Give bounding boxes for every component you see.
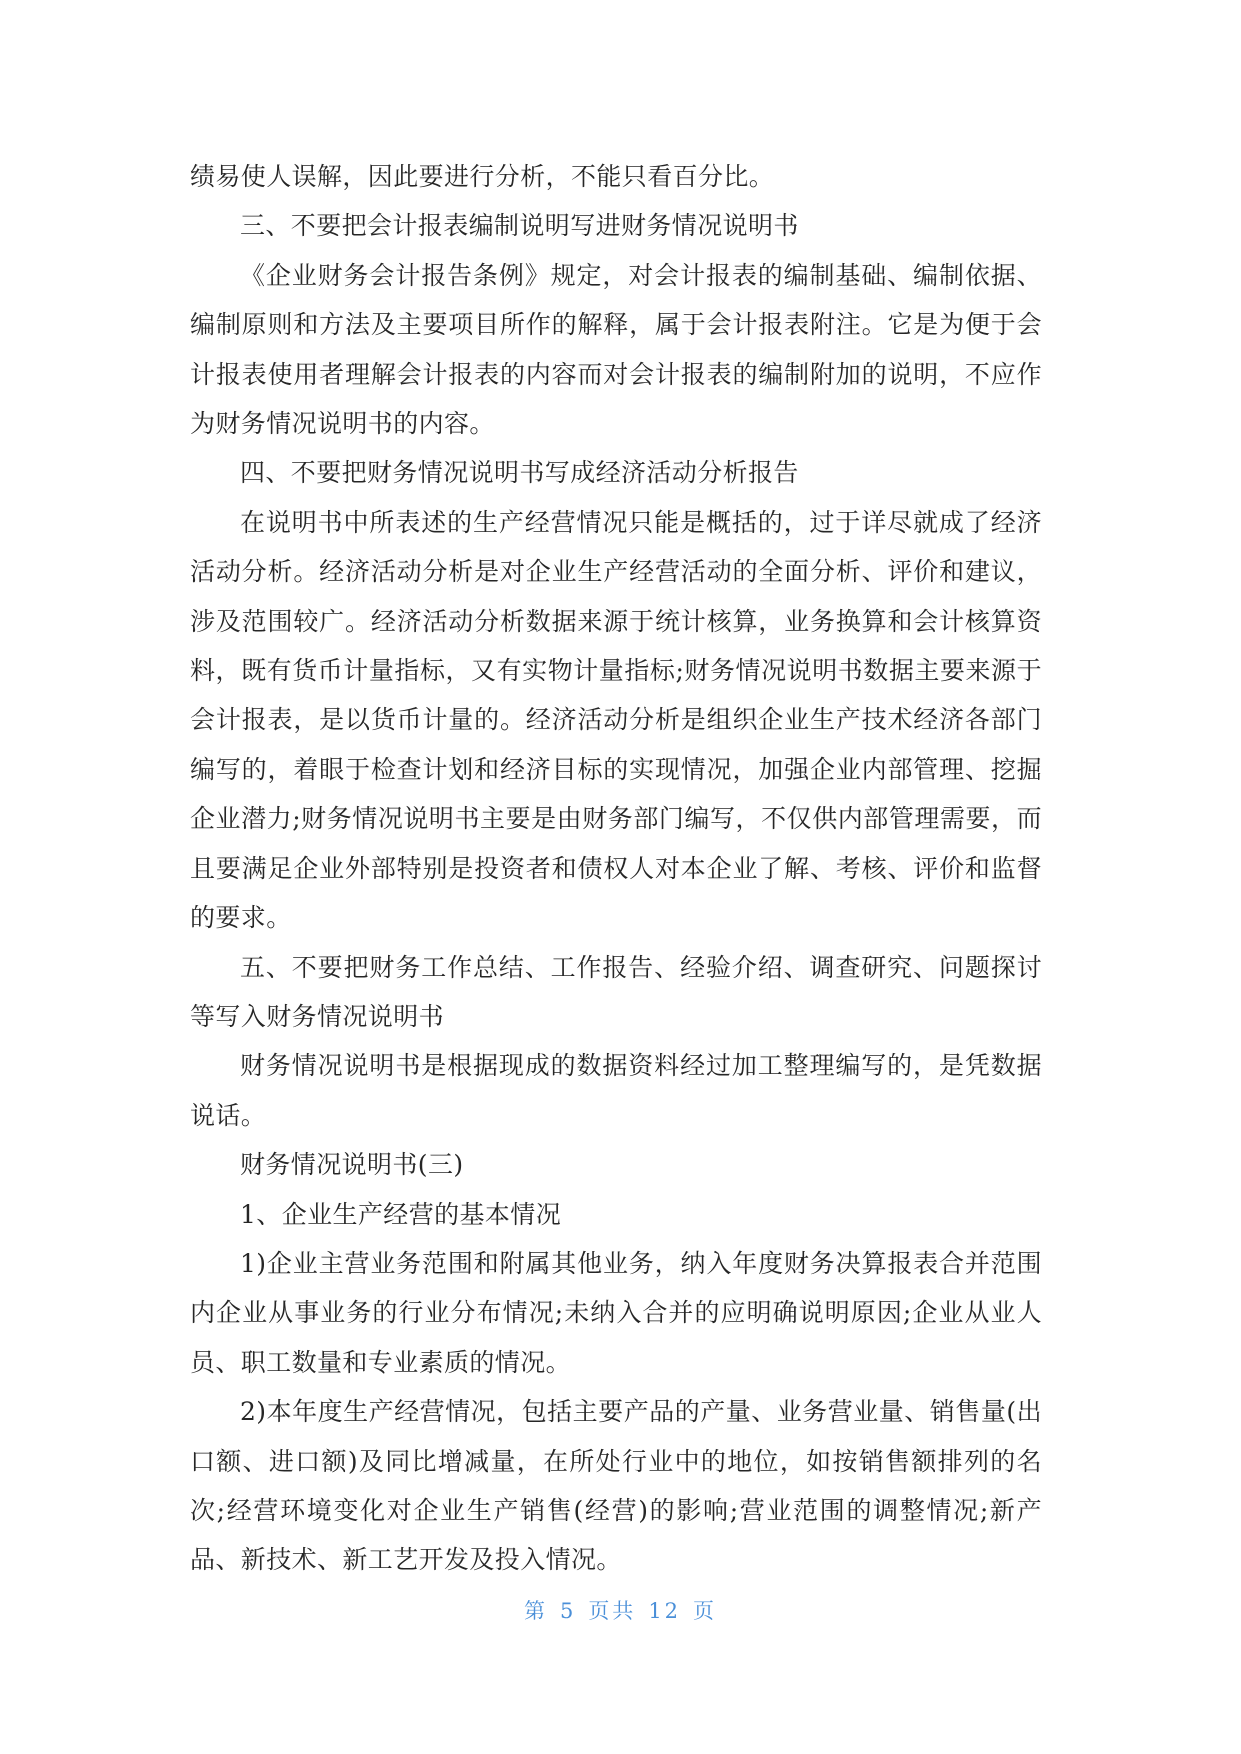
section-heading-5: 五、不要把财务工作总结、工作报告、经验介绍、调查研究、问题探讨等写入财务情况说明书 <box>190 952 1042 1031</box>
section-heading-4: 四、不要把财务情况说明书写成经济活动分析报告 <box>240 458 799 488</box>
paragraph-10: 2)本年度生产经营情况，包括主要产品的产量、业务营业量、销售量(出口额、进口额)及同比增减量，在所处行业中的地位，如按销售额排列的名次;经营环境变化对企业生产销售(经营)的影响;营业范围的调整情况;新产品、新技术、新工艺开发及投入情况。 <box>190 1397 1042 1575</box>
footer-prefix: 第 <box>523 1599 548 1623</box>
paragraph-0: 绩易使人误解，因此要进行分析，不能只看百分比。 <box>190 162 775 191</box>
page-number-footer <box>0 1595 1241 1625</box>
footer-suffix: 页 <box>693 1599 718 1623</box>
document-subtitle: 财务情况说明书(三) <box>240 1150 464 1180</box>
footer-total-pages: 12 <box>648 1599 682 1623</box>
paragraph-6: 财务情况说明书是根据现成的数据资料经过加工整理编写的，是凭数据说话。 <box>190 1051 1042 1130</box>
paragraph-2: 《企业财务会计报告条例》规定，对会计报表的编制基础、编制依据、编制原则和方法及主要项目所作的解释，属于会计报表附注。它是为便于会计报表使用者理解会计报表的内容而对会计报表的编制附加的说明，不应作为财务情况说明书的内容。 <box>190 260 1042 439</box>
footer-middle: 页共 <box>588 1599 637 1623</box>
footer-current-page: 5 <box>559 1599 577 1623</box>
paragraph-4: 在说明书中所表述的生产经营情况只能是概括的，过于详尽就成了经济活动分析。经济活动分析是对企业生产经营活动的全面分析、评价和建议，涉及范围较广。经济活动分析数据来源于统计核算，业务换算和会计核算资料，既有货币计量指标，又有实物计量指标;财务情况说明书数据主要来源于会计报表，是以货币计量的。经济活动分析是组织企业生产技术经济各部门编写的，着眼于检查计划和经济目标的实现情况，加强企业内部管理、挖掘企业潜力;财务情况说明书主要是由财务部门编写，不仅供内部管理需要，而且要满足企业外部特别是投资者和债权人对本企业了解、考核、评价和监督的要求。 <box>190 507 1042 933</box>
document-body <box>190 152 1042 1585</box>
section-heading-3: 三、不要把会计报表编制说明写进财务情况说明书 <box>240 211 799 241</box>
paragraph-9: 1)企业主营业务范围和附属其他业务，纳入年度财务决算报表合并范围内企业从事业务的行业分布情况;未纳入合并的应明确说明原因;企业从业人员、职工数量和专业素质的情况。 <box>190 1248 1042 1377</box>
section-heading-1: 1、企业生产经营的基本情况 <box>240 1199 562 1229</box>
